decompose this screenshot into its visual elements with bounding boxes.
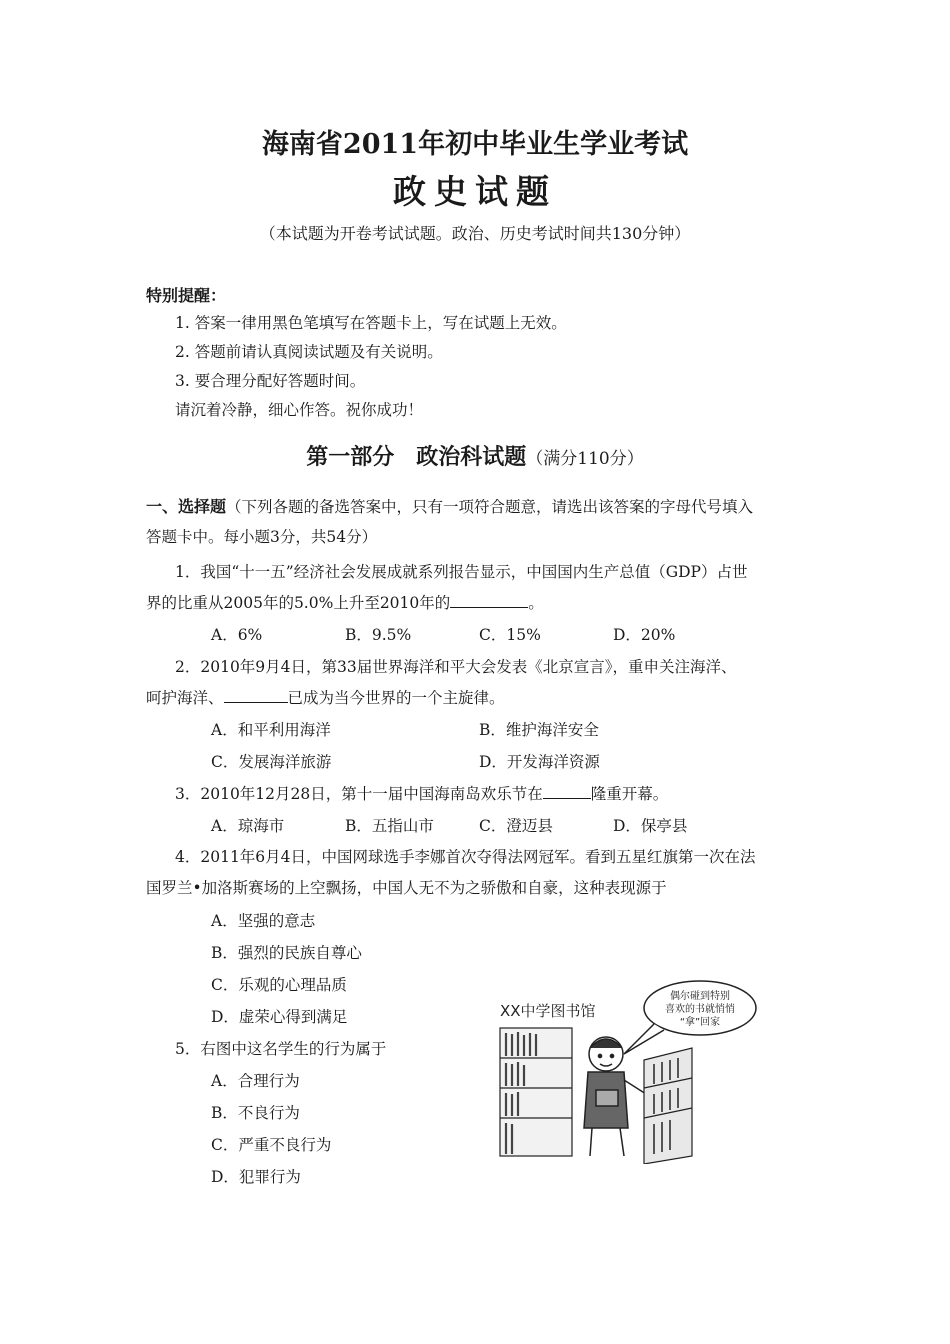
- reminder-item: 1. 答案一律用黑色笔填写在答题卡上，写在试题上无效。: [175, 314, 567, 332]
- question-text: 2．2010年9月4日，第33届世界海洋和平大会发表《北京宣言》，重申关注海洋、: [175, 658, 737, 676]
- option: A．坚强的意志: [211, 912, 316, 930]
- option: C．澄迈县: [479, 817, 553, 835]
- question-text-part: 界的比重从2005年的5.0%上升至2010年的: [146, 594, 451, 612]
- option: B．五指山市: [345, 817, 434, 835]
- part-heading: [0, 440, 950, 471]
- question-text-end: 已成为当今世界的一个主旋律。: [287, 689, 505, 707]
- bubble-text: 偶尔碰到特别: [670, 991, 730, 1002]
- option: C．15%: [479, 626, 541, 644]
- section-instruction: [146, 494, 753, 517]
- option: B．9.5%: [345, 626, 412, 644]
- answer-blank: [543, 784, 591, 799]
- option: D．犯罪行为: [211, 1168, 301, 1186]
- option: B．强烈的民族自尊心: [211, 944, 362, 962]
- reminder-heading: 特别提醒：: [146, 286, 227, 305]
- question-text-end: 。: [528, 594, 544, 612]
- question-text-part: 3．2010年12月28日，第十一届中国海南岛欢乐节在: [175, 785, 543, 803]
- option: A．琼海市: [211, 817, 285, 835]
- option: D．20%: [613, 626, 676, 644]
- option: A．和平利用海洋: [211, 721, 331, 739]
- question-text: 4．2011年6月4日，中国网球选手李娜首次夺得法网冠军。看到五星红旗第一次在法: [175, 848, 756, 866]
- reminder-item: 2. 答题前请认真阅读试题及有关说明。: [175, 343, 443, 361]
- library-cartoon: [496, 978, 796, 1164]
- option: D．开发海洋资源: [479, 753, 600, 771]
- question-text-cont: 国罗兰•加洛斯赛场的上空飘扬，中国人无不为之骄傲和自豪，这种表现源于: [146, 879, 667, 897]
- option: C．发展海洋旅游: [211, 753, 332, 771]
- reminder-item: 3. 要合理分配好答题时间。: [175, 372, 366, 390]
- part-score: （满分110分）: [526, 449, 644, 469]
- question-text-end: 隆重开幕。: [590, 785, 669, 803]
- section-instruction-text: （下列各题的备选答案中，只有一项符合题意，请选出该答案的字母代号填入: [226, 498, 754, 516]
- student-figure: [584, 1037, 646, 1156]
- bubble-text: 喜欢的书就悄悄: [665, 1004, 735, 1015]
- option: D．保亭县: [613, 817, 688, 835]
- option: C．严重不良行为: [211, 1136, 332, 1154]
- exam-subject-title: 政史试题: [393, 172, 557, 211]
- library-sign: XX中学图书馆: [500, 1002, 596, 1020]
- bookshelf-right: [644, 1048, 692, 1164]
- answer-blank: [224, 688, 288, 703]
- option: C．乐观的心理品质: [211, 976, 347, 994]
- question-text-part: 呵护海洋、: [146, 689, 224, 707]
- option: B．维护海洋安全: [479, 721, 599, 739]
- part-title: 第一部分 政治科试题: [306, 445, 527, 470]
- speech-bubble-tail: [624, 1024, 664, 1054]
- option: B．不良行为: [211, 1104, 300, 1122]
- question-text: 1．我国“十一五”经济社会发展成就系列报告显示，中国国内生产总值（GDP）占世: [175, 563, 748, 581]
- section-instruction-cont: 答题卡中。每小题3分，共54分）: [146, 528, 378, 546]
- option: A．6%: [211, 626, 263, 644]
- option: D．虚荣心得到满足: [211, 1008, 348, 1026]
- answer-blank: [450, 593, 528, 608]
- question-text-cont: [146, 591, 544, 613]
- section-label: 一、选择题: [146, 497, 227, 516]
- question-text-cont: [146, 686, 505, 708]
- bookshelf-left: [500, 1028, 572, 1156]
- option: A．合理行为: [211, 1072, 300, 1090]
- question-text: [175, 782, 668, 804]
- bubble-text: “拿”回家: [679, 1017, 721, 1028]
- question-text: 5．右图中这名学生的行为属于: [175, 1040, 387, 1058]
- reminder-closing: 请沉着冷静，细心作答。祝你成功！: [175, 401, 424, 419]
- exam-title: 海南省2011年初中毕业生学业考试: [261, 129, 689, 160]
- exam-subtitle: （本试题为开卷考试试题。政治、历史考试时间共130分钟）: [259, 224, 691, 243]
